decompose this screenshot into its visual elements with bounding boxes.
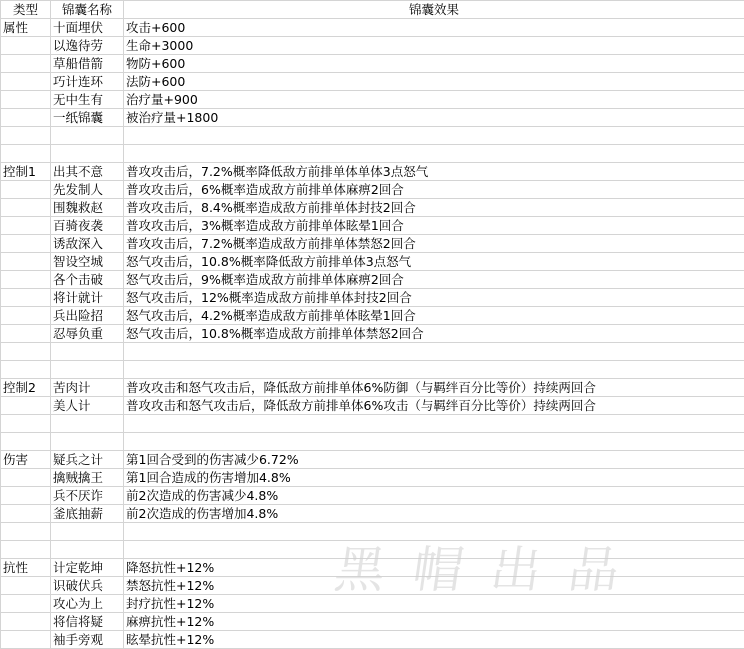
table-row	[1, 127, 744, 145]
cell-effect[interactable]: 前2次造成的伤害增加4.8%	[124, 505, 744, 523]
cell-effect[interactable]: 普攻攻击和怒气攻击后，降低敌方前排单体6%攻击（与羁绊百分比等价）持续两回合	[124, 397, 744, 415]
cell-name[interactable]	[51, 415, 124, 433]
table-row	[1, 559, 744, 577]
cell-effect[interactable]: 被治疗量+1800	[124, 109, 744, 127]
cell-name[interactable]	[51, 145, 124, 163]
cell-type[interactable]: 控制1	[1, 163, 51, 181]
cell-type[interactable]	[1, 613, 51, 631]
table-row	[1, 487, 744, 505]
cell-name[interactable]: 百骑夜袭	[51, 217, 124, 235]
table-row	[1, 109, 744, 127]
cell-name[interactable]: 将信将疑	[51, 613, 124, 631]
cell-name[interactable]: 袖手旁观	[51, 631, 124, 649]
cell-name[interactable]: 苦肉计	[51, 379, 124, 397]
table-row	[1, 361, 744, 379]
cell-effect[interactable]	[124, 127, 744, 145]
cell-type[interactable]	[1, 505, 51, 523]
table-row	[1, 199, 744, 217]
cell-type[interactable]	[1, 325, 51, 343]
cell-name[interactable]: 围魏救赵	[51, 199, 124, 217]
cell-effect[interactable]: 麻痹抗性+12%	[124, 613, 744, 631]
cell-name[interactable]: 兵不厌诈	[51, 487, 124, 505]
cell-name[interactable]: 诱敌深入	[51, 235, 124, 253]
cell-name[interactable]: 十面埋伏	[51, 19, 124, 37]
cell-name[interactable]: 无中生有	[51, 91, 124, 109]
header-row	[1, 1, 744, 19]
cell-type[interactable]	[1, 433, 51, 451]
table-row	[1, 397, 744, 415]
cell-effect[interactable]: 治疗量+900	[124, 91, 744, 109]
cell-type[interactable]	[1, 361, 51, 379]
cell-type[interactable]	[1, 37, 51, 55]
cell-effect[interactable]: 普攻攻击后，8.4%概率造成敌方前排单体封技2回合	[124, 199, 744, 217]
cell-type[interactable]	[1, 145, 51, 163]
cell-type[interactable]	[1, 541, 51, 559]
table-row	[1, 631, 744, 649]
cell-effect[interactable]: 怒气攻击后，4.2%概率造成敌方前排单体眩晕1回合	[124, 307, 744, 325]
cell-type[interactable]	[1, 631, 51, 649]
table-row	[1, 415, 744, 433]
cell-effect[interactable]: 生命+3000	[124, 37, 744, 55]
cell-effect[interactable]: 攻击+600	[124, 19, 744, 37]
table-row	[1, 613, 744, 631]
cell-effect[interactable]	[124, 523, 744, 541]
cell-effect[interactable]: 禁怒抗性+12%	[124, 577, 744, 595]
table-row	[1, 451, 744, 469]
table-row	[1, 523, 744, 541]
cell-name[interactable]: 各个击破	[51, 271, 124, 289]
cell-effect[interactable]: 怒气攻击后，12%概率造成敌方前排单体封技2回合	[124, 289, 744, 307]
cell-effect[interactable]: 第1回合造成的伤害增加4.8%	[124, 469, 744, 487]
table-row	[1, 307, 744, 325]
cell-effect[interactable]: 怒气攻击后，10.8%概率降低敌方前排单体3点怒气	[124, 253, 744, 271]
cell-name[interactable]: 先发制人	[51, 181, 124, 199]
cell-name[interactable]: 擒贼擒王	[51, 469, 124, 487]
cell-type[interactable]	[1, 55, 51, 73]
cell-effect[interactable]: 普攻攻击后，6%概率造成敌方前排单体麻痹2回合	[124, 181, 744, 199]
cell-effect[interactable]: 普攻攻击和怒气攻击后，降低敌方前排单体6%防御（与羁绊百分比等价）持续两回合	[124, 379, 744, 397]
table-row	[1, 577, 744, 595]
cell-type[interactable]	[1, 487, 51, 505]
cell-type[interactable]	[1, 595, 51, 613]
table-row	[1, 343, 744, 361]
watermark-text: 黑帽出品	[330, 541, 652, 599]
cell-name[interactable]	[51, 541, 124, 559]
table-row	[1, 55, 744, 73]
table-row	[1, 217, 744, 235]
cell-type[interactable]	[1, 289, 51, 307]
cell-name[interactable]: 美人计	[51, 397, 124, 415]
cell-effect[interactable]: 普攻攻击后，7.2%概率降低敌方前排单体单体3点怒气	[124, 163, 744, 181]
cell-type[interactable]	[1, 253, 51, 271]
cell-type[interactable]	[1, 199, 51, 217]
cell-type[interactable]: 控制2	[1, 379, 51, 397]
cell-effect[interactable]: 降怒抗性+12%	[124, 559, 744, 577]
cell-type[interactable]	[1, 271, 51, 289]
cell-name[interactable]	[51, 127, 124, 145]
cell-type[interactable]	[1, 469, 51, 487]
cell-type[interactable]	[1, 397, 51, 415]
cell-type[interactable]: 抗性	[1, 559, 51, 577]
cell-name[interactable]: 智设空城	[51, 253, 124, 271]
cell-type[interactable]	[1, 343, 51, 361]
table-row	[1, 235, 744, 253]
cell-type[interactable]	[1, 523, 51, 541]
header-effect[interactable]: 锦囊效果	[124, 1, 744, 19]
cell-effect[interactable]: 普攻攻击后，3%概率造成敌方前排单体眩晕1回合	[124, 217, 744, 235]
table-row	[1, 181, 744, 199]
cell-name[interactable]: 忍辱负重	[51, 325, 124, 343]
table-row	[1, 253, 744, 271]
cell-name[interactable]	[51, 523, 124, 541]
cell-type[interactable]	[1, 415, 51, 433]
cell-effect[interactable]	[124, 361, 744, 379]
cell-effect[interactable]	[124, 541, 744, 559]
cell-name[interactable]: 疑兵之计	[51, 451, 124, 469]
table-row	[1, 271, 744, 289]
cell-name[interactable]: 一纸锦囊	[51, 109, 124, 127]
cell-effect[interactable]: 普攻攻击后，7.2%概率造成敌方前排单体禁怒2回合	[124, 235, 744, 253]
table-row	[1, 379, 744, 397]
cell-type[interactable]	[1, 235, 51, 253]
cell-name[interactable]: 出其不意	[51, 163, 124, 181]
table-row	[1, 91, 744, 109]
table-row	[1, 505, 744, 523]
cell-name[interactable]: 识破伏兵	[51, 577, 124, 595]
table-row	[1, 289, 744, 307]
cell-name[interactable]: 将计就计	[51, 289, 124, 307]
table-body	[1, 19, 744, 649]
cell-effect[interactable]: 法防+600	[124, 73, 744, 91]
cell-type[interactable]	[1, 91, 51, 109]
cell-effect[interactable]: 怒气攻击后，10.8%概率造成敌方前排单体禁怒2回合	[124, 325, 744, 343]
cell-effect[interactable]	[124, 433, 744, 451]
table-row	[1, 163, 744, 181]
cell-name[interactable]: 草船借箭	[51, 55, 124, 73]
cell-name[interactable]	[51, 361, 124, 379]
header-type[interactable]: 类型	[1, 1, 51, 19]
table-row	[1, 19, 744, 37]
cell-name[interactable]	[51, 343, 124, 361]
cell-name[interactable]: 釜底抽薪	[51, 505, 124, 523]
cell-effect[interactable]	[124, 343, 744, 361]
table-row	[1, 595, 744, 613]
cell-name[interactable]: 兵出险招	[51, 307, 124, 325]
cell-name[interactable]: 计定乾坤	[51, 559, 124, 577]
cell-name[interactable]: 攻心为上	[51, 595, 124, 613]
cell-type[interactable]	[1, 73, 51, 91]
cell-effect[interactable]	[124, 415, 744, 433]
cell-type[interactable]	[1, 307, 51, 325]
cell-name[interactable]: 以逸待劳	[51, 37, 124, 55]
cell-effect[interactable]: 怒气攻击后，9%概率造成敌方前排单体麻痹2回合	[124, 271, 744, 289]
cell-effect[interactable]: 物防+600	[124, 55, 744, 73]
table-row	[1, 37, 744, 55]
cell-type[interactable]	[1, 217, 51, 235]
header-name[interactable]: 锦囊名称	[51, 1, 124, 19]
cell-effect[interactable]	[124, 145, 744, 163]
cell-type[interactable]	[1, 127, 51, 145]
cell-type[interactable]: 属性	[1, 19, 51, 37]
cell-type[interactable]	[1, 181, 51, 199]
table-row	[1, 433, 744, 451]
cell-effect[interactable]: 眩晕抗性+12%	[124, 631, 744, 649]
table-row	[1, 145, 744, 163]
cell-type[interactable]	[1, 109, 51, 127]
cell-name[interactable]	[51, 433, 124, 451]
cell-effect[interactable]: 封疗抗性+12%	[124, 595, 744, 613]
cell-type[interactable]	[1, 577, 51, 595]
table-row	[1, 541, 744, 559]
table-row	[1, 73, 744, 91]
cell-effect[interactable]: 第1回合受到的伤害减少6.72%	[124, 451, 744, 469]
cell-type[interactable]: 伤害	[1, 451, 51, 469]
cell-effect[interactable]: 前2次造成的伤害减少4.8%	[124, 487, 744, 505]
table-row	[1, 325, 744, 343]
table-row	[1, 469, 744, 487]
cell-name[interactable]: 巧计连环	[51, 73, 124, 91]
